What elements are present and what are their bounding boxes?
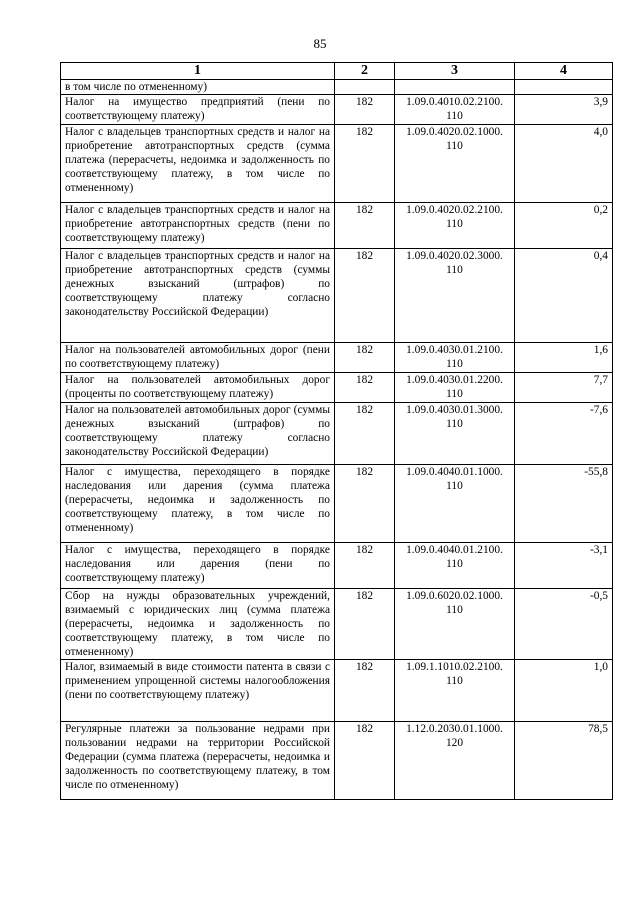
table-row <box>61 543 613 589</box>
row-admin-code-cell: 182 <box>335 465 395 543</box>
row-budget-code-cell: 1.09.0.4030.01.2100. 110 <box>395 343 515 373</box>
table-row <box>61 343 613 373</box>
row-budget-code-cell: 1.09.1.1010.02.2100. 110 <box>395 660 515 722</box>
row-value-cell: 0,4 <box>515 249 613 343</box>
row-admin-code-cell: 182 <box>335 249 395 343</box>
row-value-cell: 1,6 <box>515 343 613 373</box>
row-name-cell: Налог на пользователей автомобильных дорог (суммы денежных взысканий (штрафов) по соответствующему платежу согласно законодательству Российской Федерации) <box>61 403 335 465</box>
row-budget-code-cell: 1.09.0.4010.02.2100. 110 <box>395 95 515 125</box>
revenue-table <box>60 62 613 800</box>
column-header-4: 4 <box>515 63 613 80</box>
row-budget-code-cell: 1.09.0.4020.02.2100. 110 <box>395 203 515 249</box>
continuation-empty-cell <box>335 80 395 95</box>
column-header-3: 3 <box>395 63 515 80</box>
row-admin-code-cell: 182 <box>335 660 395 722</box>
table-body <box>61 80 613 800</box>
row-admin-code-cell: 182 <box>335 343 395 373</box>
row-name-cell: Регулярные платежи за пользование недрами при пользовании недрами на территории Российской Федерации (сумма платежа (перерасчеты, недоимка и задолженность по соответствующему платежу, в том числе по отмененному) <box>61 722 335 800</box>
row-value-cell: -7,6 <box>515 403 613 465</box>
row-value-cell: 1,0 <box>515 660 613 722</box>
row-admin-code-cell: 182 <box>335 403 395 465</box>
column-header-2: 2 <box>335 63 395 80</box>
continuation-empty-cell <box>395 80 515 95</box>
row-name-cell: Налог с владельцев транспортных средств и налог на приобретение автотранспортных средств (суммы денежных взысканий (штрафов) по соответствующему платежу согласно законодательству Российской Федерации) <box>61 249 335 343</box>
continuation-empty-cell <box>515 80 613 95</box>
row-admin-code-cell: 182 <box>335 95 395 125</box>
row-value-cell: -55,8 <box>515 465 613 543</box>
row-value-cell: 7,7 <box>515 373 613 403</box>
table-row <box>61 249 613 343</box>
row-name-cell: Налог, взимаемый в виде стоимости патента в связи с применением упрощенной системы налогообложения (пени по соответствующему платежу) <box>61 660 335 722</box>
row-name-cell: Налог с владельцев транспортных средств и налог на приобретение автотранспортных средств (пени по соответствующему платежу) <box>61 203 335 249</box>
row-name-cell: Налог с владельцев транспортных средств и налог на приобретение автотранспортных средств (сумма платежа (перерасчеты, недоимка и задолженность по соответствующему платежу, в том числе по отмененному) <box>61 125 335 203</box>
table-row <box>61 722 613 800</box>
table-header-row <box>61 63 613 80</box>
row-budget-code-cell: 1.09.0.6020.02.1000. 110 <box>395 589 515 660</box>
table-row <box>61 203 613 249</box>
continuation-text: в том числе по отмененному) <box>61 80 335 95</box>
table-row <box>61 465 613 543</box>
row-name-cell: Налог на пользователей автомобильных дорог (проценты по соответствующему платежу) <box>61 373 335 403</box>
continuation-row <box>61 80 613 95</box>
table-row <box>61 373 613 403</box>
row-value-cell: -0,5 <box>515 589 613 660</box>
row-name-cell: Налог на пользователей автомобильных дорог (пени по соответствующему платежу) <box>61 343 335 373</box>
row-budget-code-cell: 1.09.0.4020.02.3000. 110 <box>395 249 515 343</box>
row-value-cell: 78,5 <box>515 722 613 800</box>
row-budget-code-cell: 1.12.0.2030.01.1000. 120 <box>395 722 515 800</box>
table-row <box>61 125 613 203</box>
row-value-cell: 0,2 <box>515 203 613 249</box>
table-row <box>61 95 613 125</box>
row-admin-code-cell: 182 <box>335 722 395 800</box>
row-budget-code-cell: 1.09.0.4040.01.1000. 110 <box>395 465 515 543</box>
row-value-cell: -3,1 <box>515 543 613 589</box>
table-row <box>61 403 613 465</box>
row-budget-code-cell: 1.09.0.4030.01.3000. 110 <box>395 403 515 465</box>
row-admin-code-cell: 182 <box>335 543 395 589</box>
row-name-cell: Сбор на нужды образовательных учреждений, взимаемый с юридических лиц (сумма платежа (перерасчеты, недоимка и задолженность по соответствующему платежу, в том числе по отмененному) <box>61 589 335 660</box>
row-admin-code-cell: 182 <box>335 589 395 660</box>
row-name-cell: Налог на имущество предприятий (пени по соответствующему платежу) <box>61 95 335 125</box>
row-name-cell: Налог с имущества, переходящего в порядке наследования или дарения (пени по соответствующему платежу) <box>61 543 335 589</box>
row-admin-code-cell: 182 <box>335 373 395 403</box>
page-number: 85 <box>313 36 327 51</box>
row-budget-code-cell: 1.09.0.4030.01.2200. 110 <box>395 373 515 403</box>
row-budget-code-cell: 1.09.0.4020.02.1000. 110 <box>395 125 515 203</box>
row-budget-code-cell: 1.09.0.4040.01.2100. 110 <box>395 543 515 589</box>
row-value-cell: 3,9 <box>515 95 613 125</box>
table-row <box>61 660 613 722</box>
row-value-cell: 4,0 <box>515 125 613 203</box>
column-header-1: 1 <box>61 63 335 80</box>
row-admin-code-cell: 182 <box>335 125 395 203</box>
table-row <box>61 589 613 660</box>
row-admin-code-cell: 182 <box>335 203 395 249</box>
row-name-cell: Налог с имущества, переходящего в порядке наследования или дарения (сумма платежа (перерасчеты, недоимка и задолженность по соответствующему платежу, в том числе по отмененному) <box>61 465 335 543</box>
